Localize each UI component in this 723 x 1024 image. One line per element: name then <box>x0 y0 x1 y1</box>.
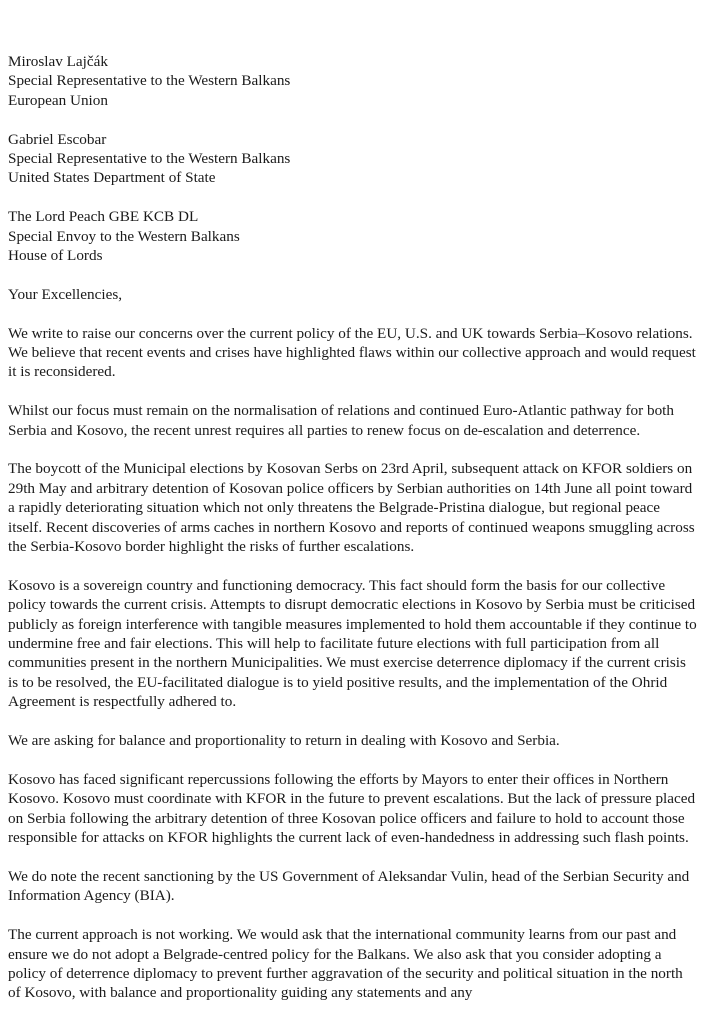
body-paragraph-8: The current approach is not working. We would ask that the international community learns from our past and ensure we do not adopt a Belgrade-centred policy for the Balkans. We also ask that you consider adopting a policy of deterrence diplomacy to prevent further aggravation of the security and political situation in the north of Kosovo, with balance and proportionality guiding any statements and any <box>8 926 683 1002</box>
body-paragraph-2: Whilst our focus must remain on the normalisation of relations and continued Euro-Atlantic pathway for both Serbia and Kosovo, the recent unrest requires all parties to renew focus on de-escalation and deterrence. <box>8 402 674 439</box>
body-paragraph-4: Kosovo is a sovereign country and functioning democracy. This fact should form the basis for our collective policy towards the current crisis. Attempts to disrupt democratic elections in Kosovo by Serbia must be criticised publicly as foreign interference with tangible measures implemented to hold them accountable if they continue to undermine free and fair elections. This will help to facilitate future elections with full participation from all communities present in the northern Municipalities. We must exercise deterrence diplomacy if the current crisis is to be resolved, the EU-facilitated dialogue is to yield positive results, and the implementation of the Ohrid Agreement is respectfully adhered to. <box>8 576 697 711</box>
recipient-name: Gabriel Escobar <box>8 130 107 148</box>
salutation: Your Excellencies, <box>8 285 123 303</box>
letter-body <box>8 52 697 1003</box>
recipient-organisation: House of Lords <box>8 247 103 265</box>
recipient-organisation: United States Department of State <box>8 169 216 187</box>
recipient-title: Special Envoy to the Western Balkans <box>8 227 240 245</box>
body-paragraph-5: We are asking for balance and proportionality to return in dealing with Kosovo and Serbia. <box>8 732 560 750</box>
body-paragraph-1: We write to raise our concerns over the current policy of the EU, U.S. and UK towards Serbia–Kosovo relations. We believe that recent events and crises have highlighted flaws within our collective approach and would request it is reconsidered. <box>8 324 696 381</box>
body-paragraph-7: We do note the recent sanctioning by the US Government of Aleksandar Vulin, head of the Serbian Security and Information Agency (BIA). <box>8 867 690 905</box>
body-paragraph-6: Kosovo has faced significant repercussions following the efforts by Mayors to enter their offices in Northern Kosovo. Kosovo must coordinate with KFOR in the future to prevent escalations. But the lack of pressure placed on Serbia following the arbitrary detention of three Kosovan police officers and failure to hold to account those responsible for attacks on KFOR highlights the current lack of even-handedness in addressing such flash points. <box>8 770 696 847</box>
recipient-name: Miroslav Lajčák <box>8 53 108 70</box>
recipient-title: Special Representative to the Western Balkans <box>8 150 291 168</box>
recipient-block-2 <box>8 130 697 188</box>
recipient-title: Special Representative to the Western Balkans <box>8 72 291 90</box>
body-paragraph-3: The boycott of the Municipal elections by Kosovan Serbs on 23rd April, subsequent attack on KFOR soldiers on 29th May and arbitrary detention of Kosovan police officers by Serbian authorities on 14th June all point toward a rapidly deteriorating situation which not only threatens the Belgrade-Pristina dialogue, but regional peace itself. Recent discoveries of arms caches in northern Kosovo and reports of continued weapons smuggling across the Serbia-Kosovo border highlight the risks of further escalations. <box>8 460 695 556</box>
recipient-name: The Lord Peach GBE KCB DL <box>8 208 199 226</box>
recipient-block-1 <box>8 52 697 110</box>
recipient-block-3 <box>8 207 697 265</box>
recipient-organisation: European Union <box>8 91 108 109</box>
